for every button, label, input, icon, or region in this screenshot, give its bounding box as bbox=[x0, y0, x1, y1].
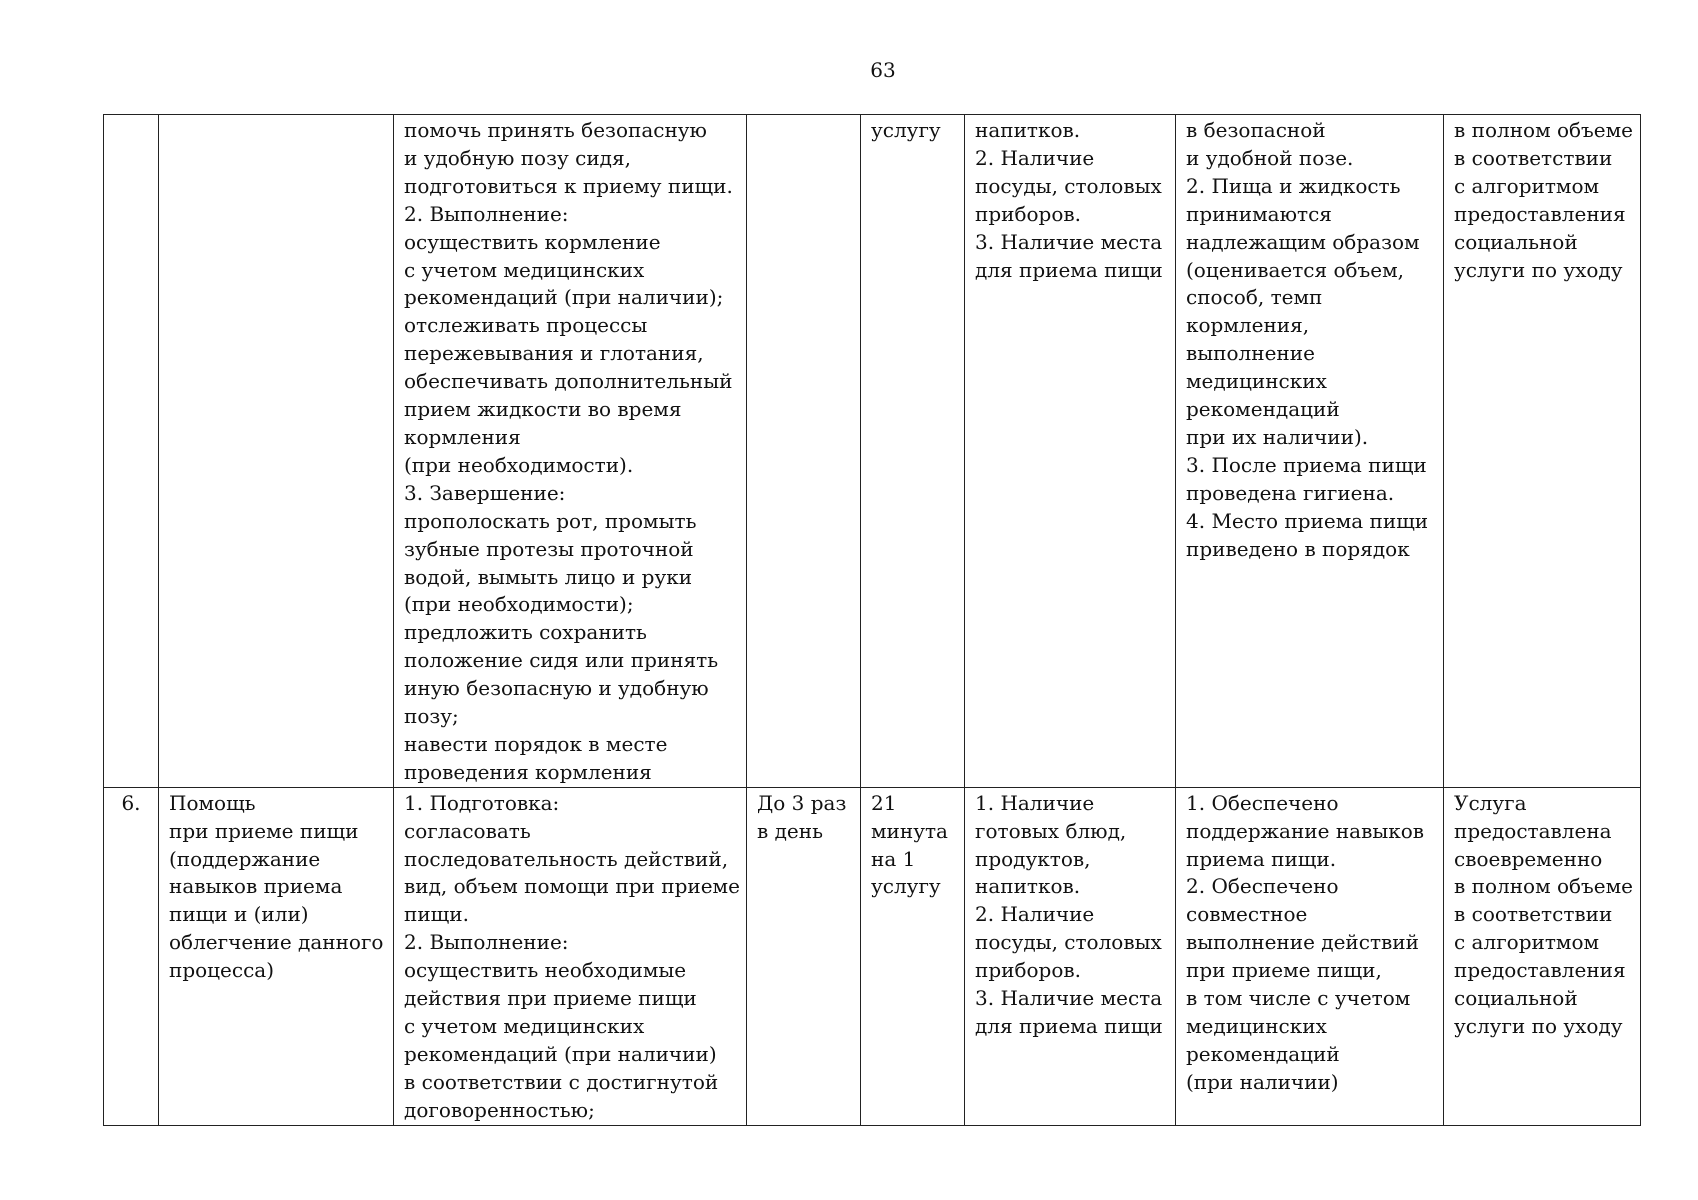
results-cell bbox=[1176, 787, 1444, 1125]
row-number-cell bbox=[104, 115, 159, 788]
procedure-line: согласовать bbox=[404, 818, 531, 843]
results-line: в безопасной bbox=[1186, 118, 1326, 142]
results-line: 1. Обеспечено bbox=[1186, 790, 1339, 815]
procedure-line: помочь принять безопасную bbox=[404, 118, 707, 142]
results-line: и удобной позе. bbox=[1186, 145, 1354, 170]
procedure-line: с учетом медицинских bbox=[404, 257, 645, 282]
name-line: пищи и (или) bbox=[169, 902, 309, 927]
evaluation-line: с алгоритмом bbox=[1454, 173, 1600, 198]
results-line: выполнение bbox=[1186, 341, 1315, 366]
procedure-cell bbox=[394, 787, 747, 1125]
time-line: на 1 bbox=[871, 846, 916, 871]
time-line: 21 bbox=[871, 790, 897, 815]
results-cell bbox=[1176, 115, 1444, 788]
procedure-line: обеспечивать дополнительный bbox=[404, 369, 733, 394]
results-line: выполнение действий bbox=[1186, 930, 1419, 955]
procedure-line: действия при приеме пищи bbox=[404, 986, 697, 1011]
conditions-line: напитков. bbox=[975, 874, 1081, 899]
procedure-line: 2. Выполнение: bbox=[404, 930, 569, 955]
conditions-cell bbox=[965, 115, 1176, 788]
conditions-cell bbox=[965, 787, 1176, 1125]
results-line: принимаются bbox=[1186, 201, 1332, 226]
conditions-line: 3. Наличие места bbox=[975, 229, 1163, 254]
service-name-cell bbox=[159, 787, 394, 1125]
evaluation-line: услуги по уходу bbox=[1454, 257, 1623, 282]
procedure-line: предложить сохранить bbox=[404, 620, 647, 645]
results-line: при приеме пищи, bbox=[1186, 958, 1382, 983]
results-line: проведена гигиена. bbox=[1186, 480, 1395, 505]
name-line: облегчение данного bbox=[169, 930, 384, 955]
procedure-line: (при необходимости). bbox=[404, 452, 634, 477]
results-line: рекомендаций bbox=[1186, 1041, 1340, 1066]
name-line: (поддержание bbox=[169, 846, 321, 871]
name-line: навыков приема bbox=[169, 874, 343, 899]
evaluation-cell bbox=[1444, 787, 1641, 1125]
conditions-line: приборов. bbox=[975, 201, 1082, 226]
frequency-cell bbox=[747, 787, 861, 1125]
results-line: надлежащим образом bbox=[1186, 229, 1420, 254]
evaluation-line: в полном объеме bbox=[1454, 118, 1634, 142]
procedure-line: водой, вымыть лицо и руки bbox=[404, 564, 693, 589]
evaluation-line: социальной bbox=[1454, 229, 1578, 254]
procedure-line: пережевывания и глотания, bbox=[404, 341, 704, 366]
conditions-line: посуды, столовых bbox=[975, 930, 1162, 955]
time-cell bbox=[861, 115, 965, 788]
conditions-line: 2. Наличие bbox=[975, 145, 1095, 170]
procedure-line: 3. Завершение: bbox=[404, 480, 566, 505]
procedure-line: вид, объем помощи при приеме bbox=[404, 874, 740, 899]
procedure-line: и удобную позу сидя, bbox=[404, 145, 631, 170]
time-cell bbox=[861, 787, 965, 1125]
time-line: услугу bbox=[871, 118, 941, 142]
frequency-line: До 3 раз bbox=[757, 790, 847, 815]
procedure-line: (при необходимости); bbox=[404, 592, 634, 617]
services-table bbox=[103, 114, 1641, 1126]
procedure-line: зубные протезы проточной bbox=[404, 536, 694, 561]
procedure-line: пищи. bbox=[404, 902, 469, 927]
results-line: 2. Обеспечено bbox=[1186, 874, 1339, 899]
evaluation-cell bbox=[1444, 115, 1641, 788]
results-line: 4. Место приема пищи bbox=[1186, 508, 1429, 533]
evaluation-line: своевременно bbox=[1454, 846, 1603, 871]
procedure-line: позу; bbox=[404, 704, 459, 729]
results-line: рекомендаций bbox=[1186, 397, 1340, 422]
evaluation-line: предоставления bbox=[1454, 201, 1626, 226]
evaluation-line: в соответствии bbox=[1454, 145, 1613, 170]
procedure-line: прополоскать рот, промыть bbox=[404, 508, 697, 533]
evaluation-line: в полном объеме bbox=[1454, 874, 1634, 899]
conditions-line: готовых блюд, bbox=[975, 818, 1127, 843]
results-line: при их наличии). bbox=[1186, 424, 1369, 449]
results-line: медицинских bbox=[1186, 1014, 1327, 1038]
procedure-line: 2. Выполнение: bbox=[404, 201, 569, 226]
time-line: услугу bbox=[871, 874, 941, 899]
conditions-line: 3. Наличие места bbox=[975, 986, 1163, 1011]
table-row bbox=[104, 115, 1641, 788]
results-line: способ, темп bbox=[1186, 285, 1323, 310]
procedure-line: рекомендаций (при наличии) bbox=[404, 1041, 717, 1066]
procedure-cell bbox=[394, 115, 747, 788]
results-line: медицинских bbox=[1186, 369, 1327, 394]
conditions-line: посуды, столовых bbox=[975, 173, 1162, 198]
results-line: поддержание навыков bbox=[1186, 818, 1425, 843]
row-number-cell: 6. bbox=[104, 787, 159, 1125]
results-line: (оценивается объем, bbox=[1186, 257, 1405, 282]
procedure-line: последовательность действий, bbox=[404, 846, 729, 871]
conditions-line: 2. Наличие bbox=[975, 902, 1095, 927]
procedure-line: в соответствии с достигнутой bbox=[404, 1069, 719, 1094]
conditions-line: для приема пищи bbox=[975, 1014, 1163, 1038]
results-line: кормления, bbox=[1186, 313, 1310, 338]
service-name-cell bbox=[159, 115, 394, 788]
results-line: 3. После приема пищи bbox=[1186, 452, 1427, 477]
results-line: (при наличии) bbox=[1186, 1069, 1339, 1094]
evaluation-line: социальной bbox=[1454, 986, 1578, 1011]
procedure-line: договоренностью; bbox=[404, 1097, 595, 1122]
conditions-line: продуктов, bbox=[975, 846, 1091, 871]
evaluation-line: Услуга bbox=[1454, 790, 1527, 815]
procedure-line: подготовиться к приему пищи. bbox=[404, 173, 733, 198]
frequency-cell bbox=[747, 115, 861, 788]
procedure-line: осуществить необходимые bbox=[404, 958, 687, 983]
results-line: приведено в порядок bbox=[1186, 536, 1410, 561]
evaluation-line: услуги по уходу bbox=[1454, 1014, 1623, 1038]
procedure-line: положение сидя или принять bbox=[404, 648, 719, 673]
procedure-line: навести порядок в месте bbox=[404, 731, 668, 756]
frequency-line: в день bbox=[757, 818, 823, 843]
results-line: приема пищи. bbox=[1186, 846, 1337, 871]
evaluation-line: предоставлена bbox=[1454, 818, 1612, 843]
conditions-line: для приема пищи bbox=[975, 257, 1163, 282]
procedure-line: иную безопасную и удобную bbox=[404, 676, 709, 701]
evaluation-line: с алгоритмом bbox=[1454, 930, 1600, 955]
name-line: Помощь bbox=[169, 790, 256, 815]
procedure-line: кормления bbox=[404, 424, 521, 449]
time-line: минута bbox=[871, 818, 948, 843]
conditions-line: напитков. bbox=[975, 118, 1081, 142]
name-line: процесса) bbox=[169, 958, 274, 983]
results-line: 2. Пища и жидкость bbox=[1186, 173, 1401, 198]
procedure-line: 1. Подготовка: bbox=[404, 790, 560, 815]
procedure-line: с учетом медицинских bbox=[404, 1014, 645, 1038]
procedure-line: проведения кормления bbox=[404, 759, 652, 784]
results-line: в том числе с учетом bbox=[1186, 986, 1411, 1011]
conditions-line: 1. Наличие bbox=[975, 790, 1095, 815]
procedure-line: осуществить кормление bbox=[404, 229, 661, 254]
conditions-line: приборов. bbox=[975, 958, 1082, 983]
procedure-line: прием жидкости во время bbox=[404, 397, 682, 422]
procedure-line: отслеживать процессы bbox=[404, 313, 648, 338]
evaluation-line: предоставления bbox=[1454, 958, 1626, 983]
name-line: при приеме пищи bbox=[169, 818, 359, 843]
table-row bbox=[104, 787, 1641, 1125]
evaluation-line: в соответствии bbox=[1454, 902, 1613, 927]
results-line: совместное bbox=[1186, 902, 1308, 927]
procedure-line: рекомендаций (при наличии); bbox=[404, 285, 724, 310]
page-number: 63 bbox=[870, 58, 896, 82]
